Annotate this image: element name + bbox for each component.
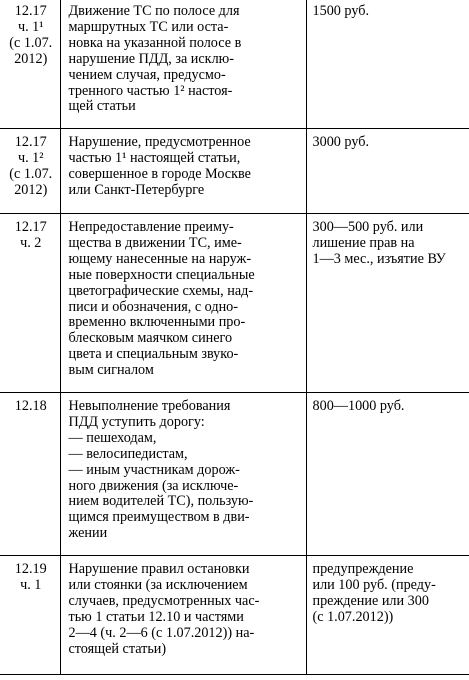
article-cell: 12.17 ч. 2 [0, 214, 60, 393]
description-cell: Движение ТС по полосе для маршрутных ТС или оста- новка на указанной полосе в нарушение ПДД, за исклю- чением случая, предусмо- тренного частью 1² настоя- щей статьи [60, 0, 306, 129]
article-cell: 12.19 ч. 1 [0, 556, 60, 675]
table-row [0, 129, 469, 214]
penalty-cell: предупреждение или 100 руб. (преду- преждение или 300 (с 1.07.2012)) [306, 556, 469, 675]
description-cell: Нарушение, предусмотренное частью 1¹ настоящей статьи, совершенное в городе Москве или Санкт-Петербурге [60, 129, 306, 214]
article-cell: 12.18 [0, 393, 60, 556]
description-cell: Невыполнение требования ПДД уступить дорогу: — пешеходам, — велосипедистам, — иным участникам дорож- ного движения (за исключе- нием водителей ТС), пользую- щимся преимуществом в дви- жении [60, 393, 306, 556]
article-cell: 12.17 ч. 1² (с 1.07. 2012) [0, 129, 60, 214]
table-row [0, 214, 469, 393]
penalty-cell: 300—500 руб. или лишение прав на 1—3 мес., изъятие ВУ [306, 214, 469, 393]
article-cell: 12.17 ч. 1¹ (с 1.07. 2012) [0, 0, 60, 129]
table-row [0, 393, 469, 556]
description-cell: Непредоставление преиму- щества в движении ТС, име- ющему нанесенные на наруж- ные поверхности специальные цветографические схемы, над- писи и обозначения, с одно- временно включенными про- блесковым маячком синего цвета и специальным звуко- вым сигналом [60, 214, 306, 393]
penalty-cell: 800—1000 руб. [306, 393, 469, 556]
table-row [0, 556, 469, 675]
table-row [0, 0, 469, 129]
description-cell: Нарушение правил остановки или стоянки (за исключением случаев, предусмотренных час- тью 1 статьи 12.10 и частями 2—4 (ч. 2—6 (с 1.07.2012)) на- стоящей статьи) [60, 556, 306, 675]
penalty-cell: 1500 руб. [306, 0, 469, 129]
penalty-cell: 3000 руб. [306, 129, 469, 214]
